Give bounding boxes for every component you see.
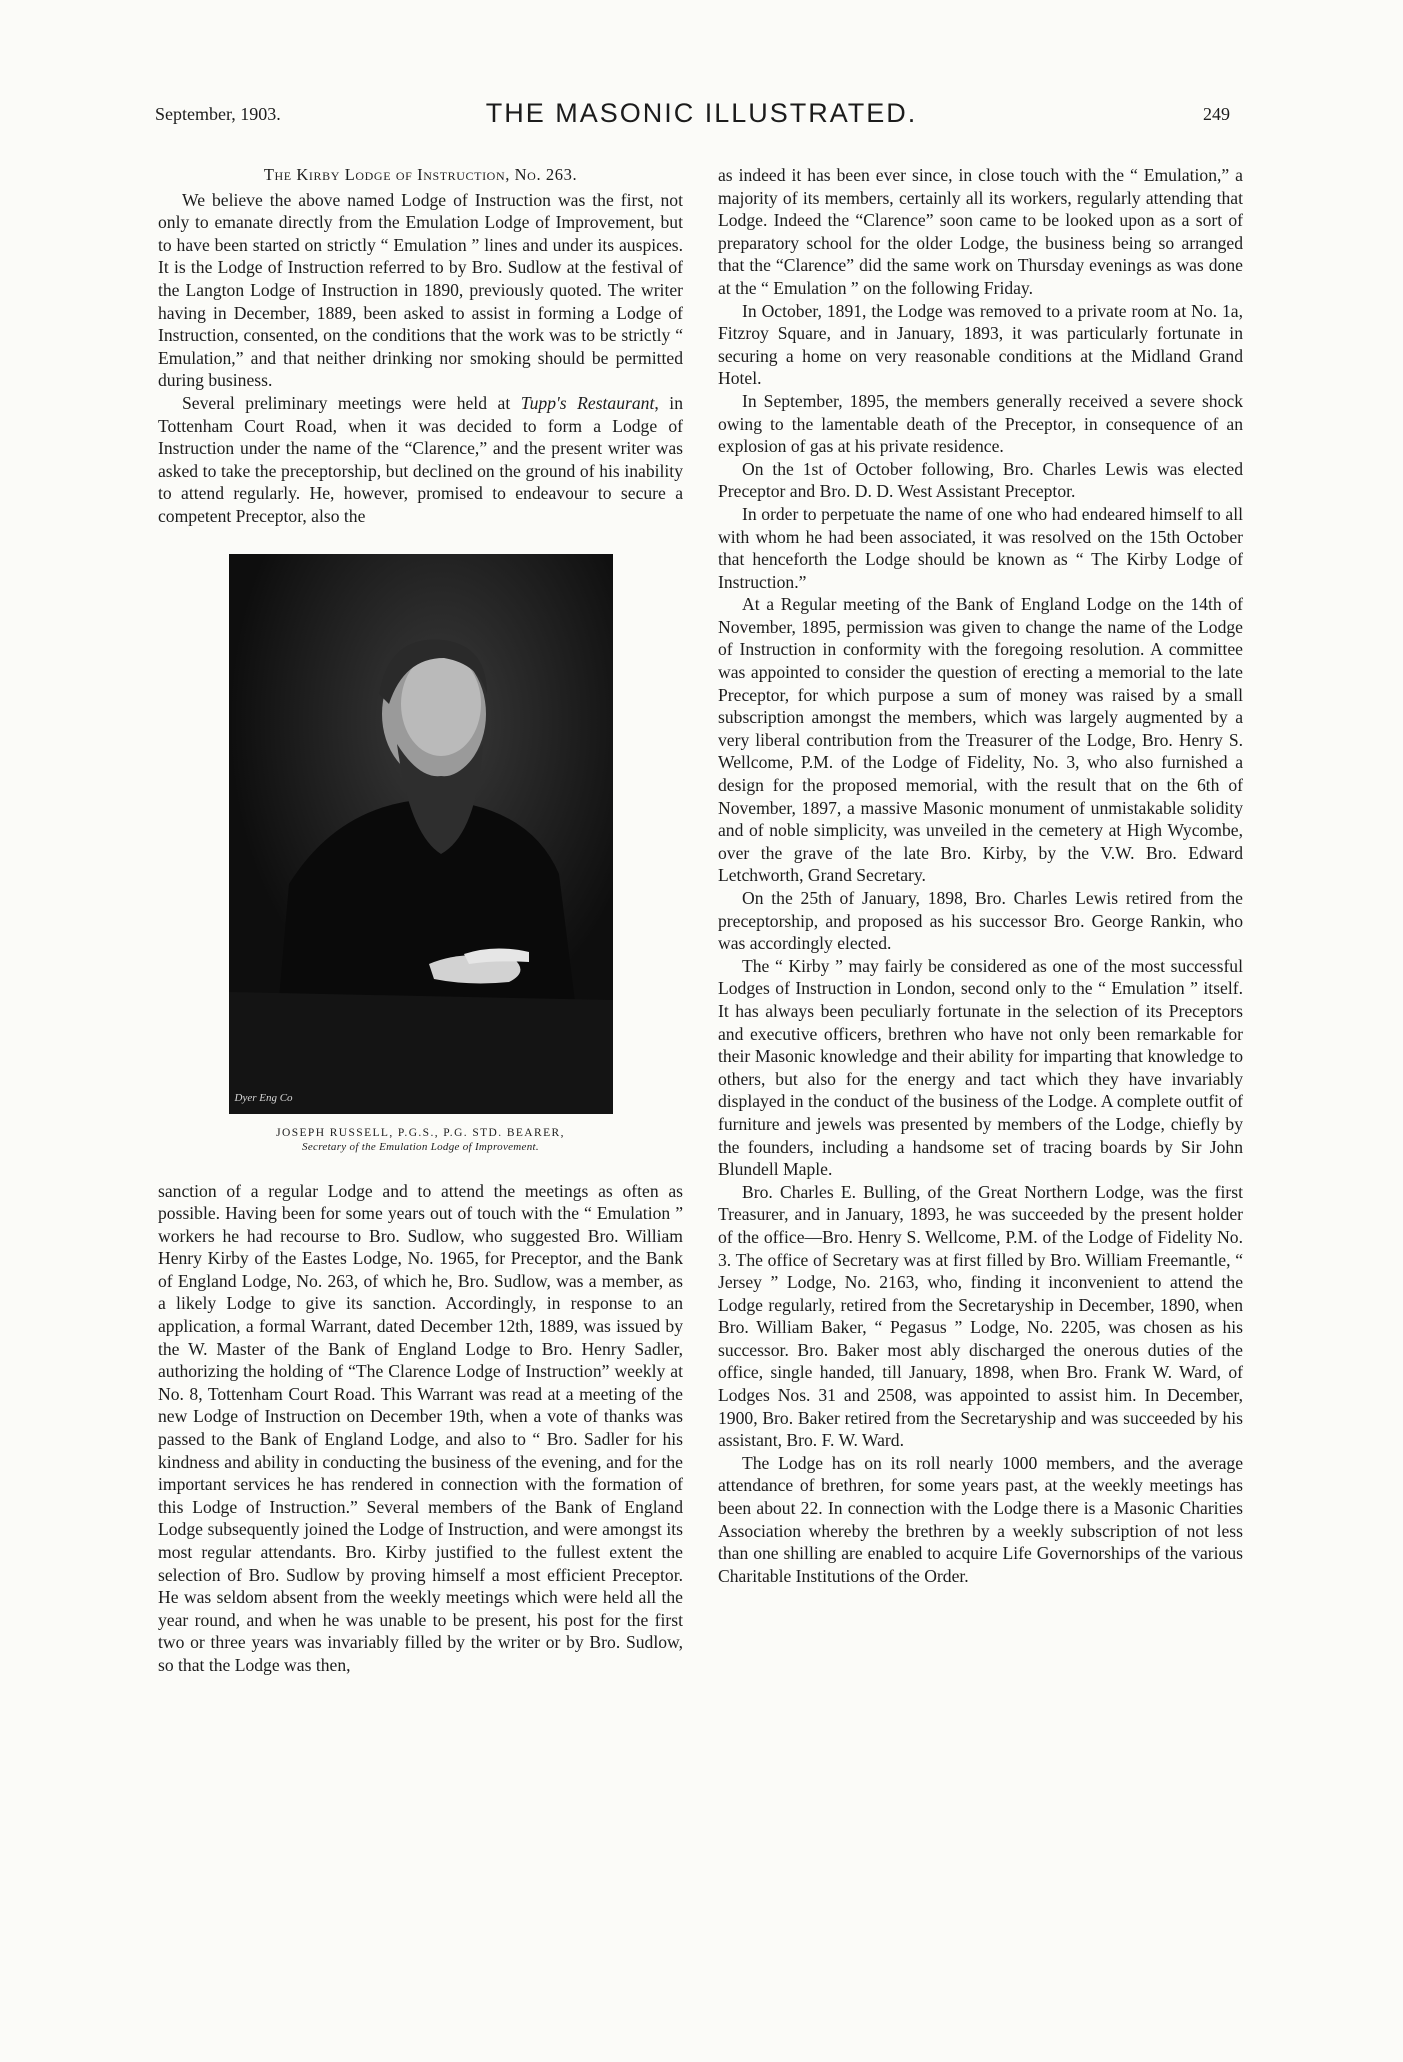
- paragraph: On the 1st of October following, Bro. Charles Lewis was elected Preceptor and Bro. D. D. West Assistant Preceptor.: [718, 458, 1243, 502]
- engraver-mark: Dyer Eng Co: [234, 1091, 293, 1104]
- paragraph: At a Regular meeting of the Bank of England Lodge on the 14th of November, 1895, permission was given to change the name of the Lodge of Instruction in conformity with the foregoing resolution. A committee was appointed to consider the question of erecting a memorial to the late Preceptor, for which purpose a sum of money was raised by a small subscription amongst the members, which was largely augmented by a very liberal contribution from the Treasurer of the Lodge, Bro. Henry S. Wellcome, P.M. of the Lodge of Fidelity, No. 3, who also furnished a design for the proposed memorial, with the result that on the 6th of November, 1897, a massive Masonic monument of unmistakable solidity and of noble simplicity, was unveiled in the cemetery at High Wycombe, over the grave of the late Bro. Kirby, by the V.W. Bro. Edward Letchworth, Grand Secretary.: [718, 594, 1243, 886]
- paragraph: On the 25th of January, 1898, Bro. Charles Lewis retired from the preceptorship, and proposed as his successor Bro. George Rankin, who was accordingly elected.: [718, 888, 1243, 954]
- left-column: [158, 164, 683, 1677]
- page-number: 249: [1203, 104, 1230, 124]
- paragraph: as indeed it has been ever since, in close touch with the “ Emulation,” a majority of its members, certainly all its workers, regularly attending that Lodge. Indeed the “Clarence” soon came to be looked upon as a sort of preparatory school for the older Lodge, the business being so arranged that the “Clarence” did the same work on Thursday evenings as was done at the “ Emulation ” on the following Friday.: [718, 165, 1243, 298]
- paragraph: The Lodge has on its roll nearly 1000 members, and the average attendance of brethren, for some years past, at the weekly meetings has been about 22. In connection with the Lodge there is a Masonic Charities Association whereby the brethren by a weekly subscription of not less than one shilling are enabled to acquire Life Governorships of the various Charitable Institutions of the Order.: [718, 1452, 1243, 1586]
- paragraph: Several preliminary meetings were held at Tupp's Restaurant, in Tottenham Court Road, when it was decided to form a Lodge of Instruction under the name of the “Clarence,” and the present writer was asked to take the preceptorship, but declined on the ground of his inability to attend regularly. He, however, promised to endeavour to secure a competent Preceptor, also the: [158, 392, 683, 526]
- portrait-figure: [158, 554, 683, 1154]
- figure-caption-subtitle: Secretary of the Emulation Lodge of Improvement.: [302, 1140, 539, 1153]
- masthead-title: THE MASONIC ILLUSTRATED.: [485, 98, 918, 128]
- paragraph: In September, 1895, the members generally received a severe shock owing to the lamentable death of the Preceptor, in consequence of an explosion of gas at his private residence.: [718, 390, 1243, 457]
- paragraph: In order to perpetuate the name of one who had endeared himself to all with whom he had been associated, it was resolved on the 15th October that henceforth the Lodge should be known as “ The Kirby Lodge of Instruction.”: [718, 503, 1243, 592]
- portrait-photo: [229, 554, 613, 1114]
- issue-date: September, 1903.: [155, 104, 281, 124]
- portrait-illustration: [229, 554, 613, 1114]
- page-header: [0, 98, 1403, 134]
- paragraph: Bro. Charles E. Bulling, of the Great Northern Lodge, was the first Treasurer, and in January, 1893, he was succeeded by the present holder of the office—Bro. Henry S. Wellcome, P.M. of the Lodge of Fidelity No. 3. The office of Secretary was at first filled by Bro. William Freemantle, “ Jersey ” Lodge, No. 2163, who, finding it inconvenient to attend the Lodge regularly, retired from the Secretaryship in December, 1890, when Bro. William Baker, “ Pegasus ” Lodge, No. 2205, was chosen as his successor. Bro. Baker most ably discharged the onerous duties of the office, single handed, till January, 1898, when Bro. Frank W. Ward, of Lodges Nos. 31 and 2508, was appointed to assist him. In December, 1900, Bro. Baker retired from the Secretaryship and was succeeded by his assistant, Bro. F. W. Ward.: [718, 1181, 1243, 1451]
- paragraph: The “ Kirby ” may fairly be considered as one of the most successful Lodges of Instruction in London, second only to the “ Emulation ” itself. It has always been peculiarly fortunate in the selection of its Preceptors and executive officers, brethren who have not only been remarkable for their Masonic knowledge and their ability for imparting that knowledge to others, but also for the energy and tact which they have invariably displayed in the conduct of the business of the Lodge. A complete outfit of furniture and jewels was presented by members of the Lodge, chiefly by the founders, including a handsome set of tracing boards by Sir John Blundell Maple.: [718, 955, 1243, 1180]
- article-title: The Kirby Lodge of Instruction, No. 263.: [263, 165, 578, 184]
- paragraph: sanction of a regular Lodge and to attend the meetings as often as possible. Having been for some years out of touch with the “ Emulation ” workers he had recourse to Bro. Sudlow, who suggested Bro. William Henry Kirby of the Eastes Lodge, No. 1965, for Preceptor, and the Bank of England Lodge, No. 263, of which he, Bro. Sudlow, was a member, as a likely Lodge to give its sanction. Accordingly, in response to an application, a formal Warrant, dated December 12th, 1889, was issued by the W. Master of the Bank of England Lodge to Bro. Henry Sadler, authorizing the holding of “The Clarence Lodge of Instruction” weekly at No. 8, Tottenham Court Road. This Warrant was read at a meeting of the new Lodge of Instruction on December 19th, when a vote of thanks was passed to the Bank of England Lodge, and also to “ Bro. Sadler for his kindness and ability in conducting the business of the evening, and for the important services he has rendered in connection with the formation of this Lodge of Instruction.” Several members of the Bank of England Lodge subsequently joined the Lodge of Instruction, and were amongst its most regular attendants. Bro. Kirby justified to the fullest extent the selection of Bro. Sudlow by proving himself a most efficient Preceptor. He was seldom absent from the weekly meetings which were held all the year round, and when he was unable to be present, his post for the first two or three years was invariably filled by the writer or by Bro. Sudlow, so that the Lodge was then,: [158, 1180, 683, 1675]
- figure-caption: JOSEPH RUSSELL, P.G.S., P.G. STD. BEARER,: [276, 1126, 565, 1139]
- right-column: [718, 164, 1243, 1587]
- paragraph: In October, 1891, the Lodge was removed to a private room at No. 1a, Fitzroy Square, and in January, 1893, it was particularly fortunate in securing a home on very reasonable conditions at the Midland Grand Hotel.: [718, 300, 1243, 389]
- paragraph: We believe the above named Lodge of Instruction was the first, not only to emanate directly from the Emulation Lodge of Improvement, but to have been started on strictly “ Emulation ” lines and under its auspices. It is the Lodge of Instruction referred to by Bro. Sudlow at the festival of the Langton Lodge of Instruction in 1890, previously quoted. The writer having in December, 1889, been asked to assist in forming a Lodge of Instruction, consented, on the conditions that the work was to be strictly “ Emulation,” and that neither drinking nor smoking should be permitted during business.: [158, 189, 683, 391]
